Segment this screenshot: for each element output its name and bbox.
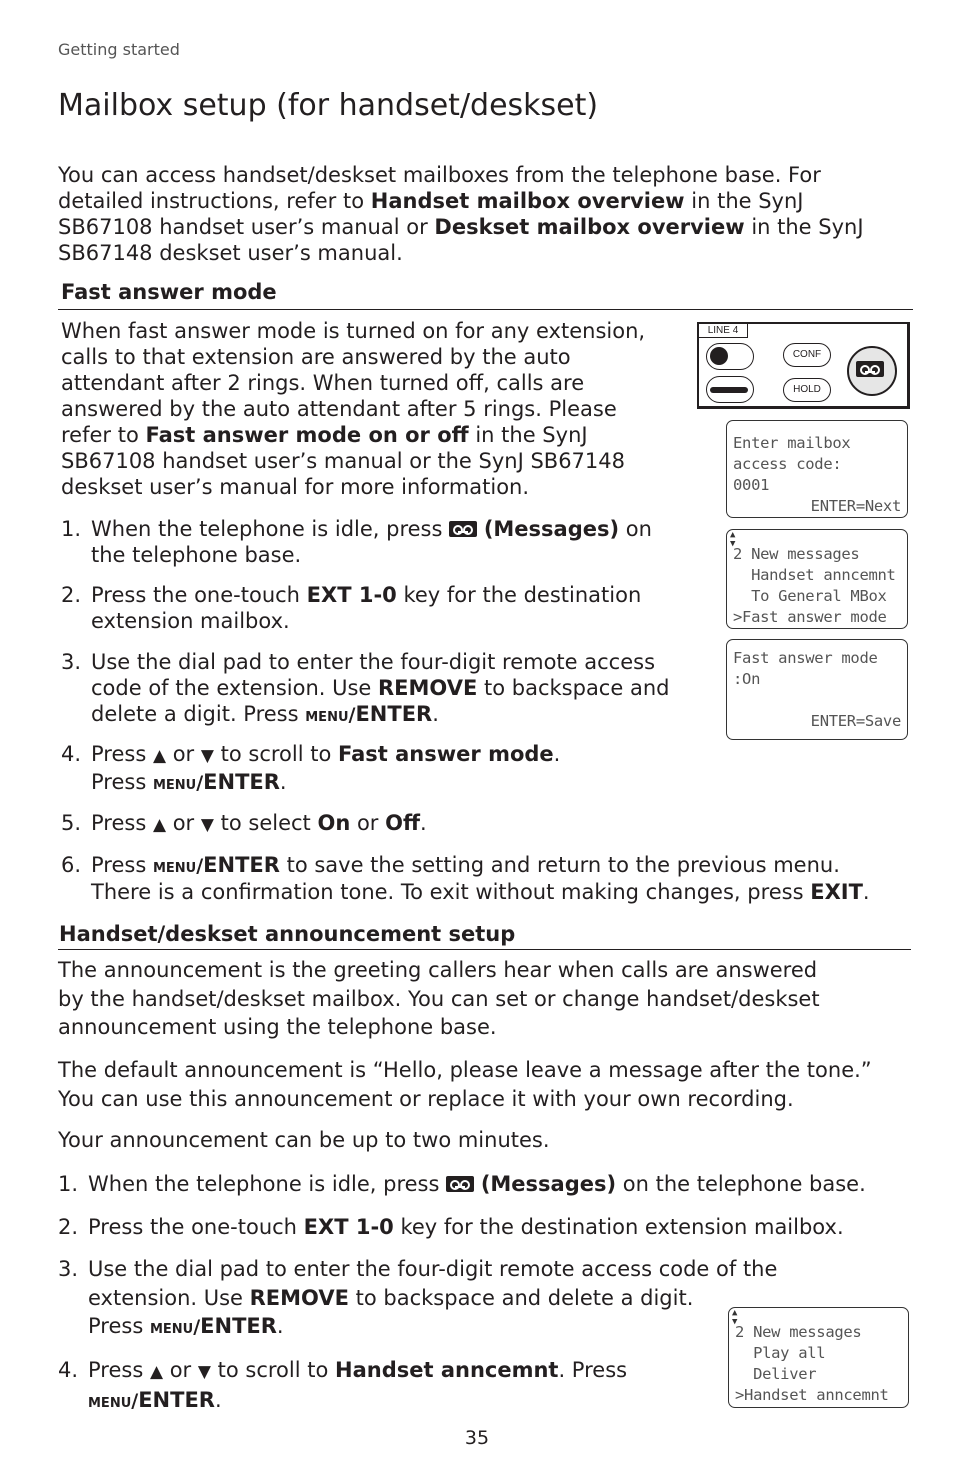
- list-item: 4. Press ▲ or ▼ to scroll to Fast answer mode. Press menu/ENTER.: [61, 742, 561, 794]
- list-item: 2. Press the one-touch EXT 1-0 key for the destination extension mailbox.: [61, 583, 642, 633]
- line-led-icon: [710, 347, 728, 365]
- page-title: Mailbox setup (for handset/deskset): [58, 88, 599, 123]
- line-button: [706, 376, 754, 403]
- lcd-screen-mailbox-menu: ▲ ▼ 2 New messages Handset anncemnt To General MBox >Fast answer mode: [726, 529, 908, 629]
- list-item: 2. Press the one-touch EXT 1-0 key for the destination extension mailbox.: [58, 1214, 844, 1239]
- intro-paragraph: You can access handset/deskset mailboxes from the telephone base. For detailed instructions, refer to Handset mailbox overview in the SynJ SB67108 handset user’s manual or Deskset mailbox overview in the SynJ SB67148 deskset user’s manual.: [58, 163, 864, 265]
- heading-rule: [58, 309, 913, 310]
- list-item: 3. Use the dial pad to enter the four-digit remote access code of the extension. Use REMOVE to backspace and delete a digit. Press menu/ENTER.: [58, 1257, 778, 1338]
- announcement-heading: Handset/deskset announcement setup: [59, 922, 516, 946]
- conf-button: CONF: [783, 343, 831, 367]
- lcd-screen-access-code: Enter mailbox access code: 0001 ENTER=Next: [726, 420, 908, 518]
- down-arrow-icon: ▼: [200, 815, 214, 835]
- scroll-arrows-icon: ▲ ▼: [732, 1308, 738, 1327]
- down-arrow-icon: ▼: [197, 1361, 211, 1382]
- list-item: 1. When the telephone is idle, press (Messages) on the telephone base.: [61, 517, 652, 567]
- announcement-length-note: Your announcement can be up to two minutes.: [58, 1128, 550, 1152]
- messages-icon: [446, 1176, 474, 1192]
- heading-rule: [58, 949, 911, 950]
- messages-icon: [856, 361, 884, 377]
- line-indicator-icon: [710, 387, 748, 393]
- messages-icon: [449, 521, 477, 537]
- list-item: 1. When the telephone is idle, press (Messages) on the telephone base.: [58, 1172, 866, 1196]
- up-arrow-icon: ▲: [149, 1361, 164, 1382]
- hold-button: HOLD: [783, 378, 831, 402]
- lcd-screen-announcement-menu: ▲ ▼ 2 New messages Play all Deliver >Handset anncemnt: [728, 1307, 909, 1408]
- telephone-base-illustration: [697, 322, 910, 409]
- list-item: 5. Press ▲ or ▼ to select On or Off.: [61, 811, 427, 835]
- list-item: 3. Use the dial pad to enter the four-digit remote access code of the extension. Use REMOVE to backspace and delete a digit. Press menu/ENTER.: [61, 650, 670, 726]
- line-button: [706, 343, 754, 370]
- line-label: LINE 4: [699, 324, 748, 338]
- handset-mailbox-overview-ref: Handset mailbox overview: [370, 189, 685, 213]
- deskset-mailbox-overview-ref: Deskset mailbox overview: [434, 215, 745, 239]
- scroll-arrows-icon: ▲ ▼: [730, 530, 736, 549]
- messages-button: [847, 346, 897, 396]
- page-number: 35: [464, 1427, 490, 1449]
- list-item: 4. Press ▲ or ▼ to scroll to Handset anncemnt. Press menu/ENTER.: [58, 1357, 628, 1412]
- fast-answer-paragraph: When fast answer mode is turned on for any extension, calls to that extension are answered by the auto attendant after 2 rings. When turned off, calls are answered by the auto attendant after 5 rings. Please refer to Fast answer mode on or off in the SynJ SB67108 handset user’s manual or the SynJ SB67148 deskset user’s manual for more information.: [61, 319, 646, 499]
- fast-answer-heading: Fast answer mode: [61, 280, 277, 304]
- list-item: 6. Press menu/ENTER to save the setting and return to the previous menu. There is a confirmation tone. To exit without making changes, press EXIT.: [61, 853, 870, 904]
- up-arrow-icon: ▲: [152, 746, 167, 766]
- announcement-paragraph: The announcement is the greeting callers hear when calls are answered by the handset/deskset mailbox. You can set or change handset/deskset announcement using the telephone base.: [58, 958, 820, 1039]
- lcd-screen-fast-answer: Fast answer mode :On ENTER=Save: [726, 639, 908, 740]
- down-arrow-icon: ▼: [200, 746, 214, 766]
- default-announcement-paragraph: The default announcement is “Hello, please leave a message after the tone.” You can use this announcement or replace it with your own recording.: [58, 1058, 872, 1111]
- up-arrow-icon: ▲: [152, 815, 167, 835]
- section-label: Getting started: [58, 40, 180, 59]
